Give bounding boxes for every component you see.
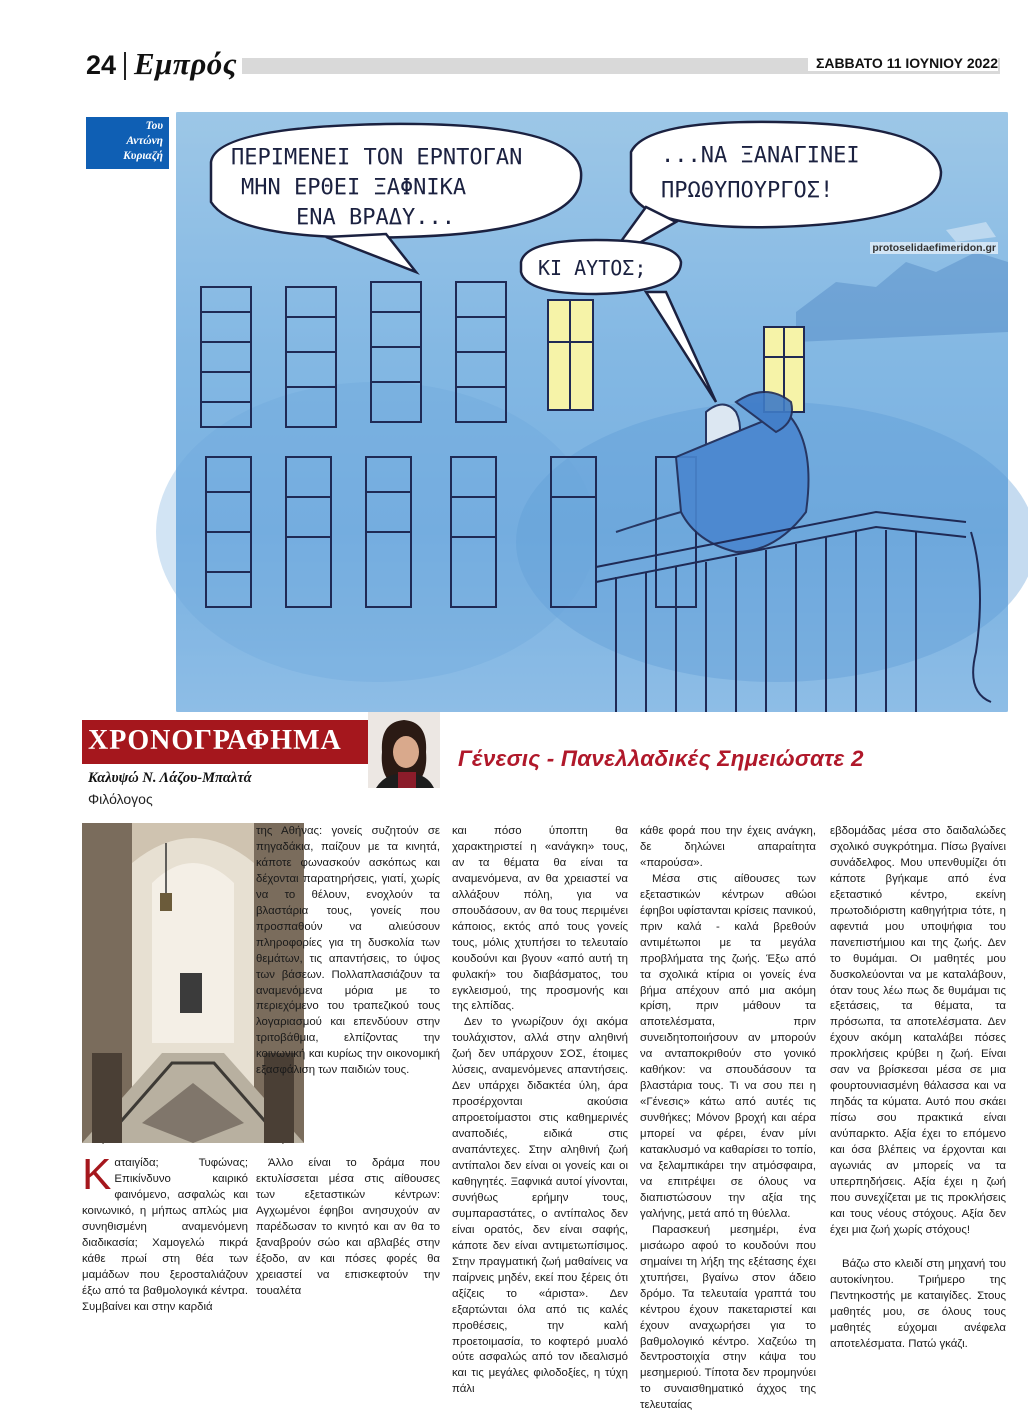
- article-column-2: [256, 824, 440, 1079]
- watermark: protoselidaefimeridon.gr: [872, 242, 996, 254]
- cartoon-bubble-line: ΚΙ ΑΥΤΟΣ;: [538, 256, 647, 280]
- article-paragraph: Δεν το γνωρίζουν όχι ακόμα τουλάχιστον, αλλά στην αληθινή ζωή δεν υπάρχουν ΣΟΣ, έτοιμες λύσεις, αναμενόμενες απαντήσεις. Δεν υπάρχει διδακτέα ύλη, άρα προσέρχονται ακούσια απροετοίμαστοι στις καθημερινές αναποδιές, ειδικά στις αναπάντεχες. Στην αληθινή ζωή αντίπαλοι δεν είναι οι γονείς και οι καθηγητές. Ξαφνικά αυτοί γίνονται, συνήθως ερήμην τους, συμπαραστάτες, ο αντίπαλος δεν είναι ορατός, δεν είναι σαφής, κάποτε δεν είναι αντιμετωπίσιμος. Στην πραγματική ζωή μαθαίνεις να παίρνεις μηδέν, εκεί που ξέρεις ότι αξίζεις το «άριστα». Δεν εξαρτώνται όλα από τις καλές προθέσεις, την καλή προετοιμασία, το κοφτερό μυαλό ούτε ασφαλώς από τον ιδεαλισμό και τις μεγάλες φιλοδοξίες, η τύχη πάλι: [452, 1016, 628, 1396]
- article-paragraph: Βάζω στο κλειδί στη μηχανή του αυτοκίνητου. Τριήμερο της Πεντηκοστής με καταιγίδες. Στους μαθητές μου, σε όλους τους μαθητές εύχομαι ανέφελα αποτελέσματα. Πατώ γκάζι.: [830, 1257, 1006, 1350]
- article-title: Γένεσις - Πανελλαδικές Σημειώσατε 2: [458, 746, 864, 771]
- cartoon-bubble-line: ΜΗΝ ΕΡΘΕΙ ΞΑΦΝΙΚΑ: [241, 175, 467, 200]
- cartoon-bubble-line: ...ΝΑ ΞΑΝΑΓΙΝΕΙ: [661, 143, 860, 168]
- header-divider: [124, 52, 126, 80]
- article-paragraph: και πόσο ύποπτη θα χαρακτηριστεί η «ανάγκη» τους, αν τα θέματα θα είναι τα αναμενόμενα, αν θα χρειαστεί να αλλάξουν πόλη, για να σπουδάσουν, αν θα τους περιμένει κάποιος, εκτός από τους γονείς τους, μόλις χτυπήσει το τελευταίο κουδούνι και βγουν «από αυτή τη φυλακή» του διαβάσματος, του εγκλεισμού, της προσμονής και της ελπίδας.: [452, 825, 628, 1013]
- editorial-cartoon: [176, 112, 1008, 712]
- credit-line: Κυριαζή: [123, 150, 163, 162]
- cartoon-bubble-line: ΠΡΩΘΥΠΟΥΡΓΟΣ!: [661, 178, 834, 203]
- cartoon-drawing: [176, 112, 1008, 712]
- article-paragraph: Άλλο είναι το δράμα που εκτυλίσσεται μέσα στις αίθουσες των εξεταστικών κέντρων: Αγχωμένοι έφηβοι ανησυχούν αν παρέδωσαν το κινητό και αν θα το ξαναβρούν σώο και αβλαβές στην έξοδο, αν και πόσες φορές θα χρειαστεί να επισκεφτούν την τουαλέτα: [256, 1157, 440, 1297]
- column-banner-title: ΧΡΟΝΟΓΡΑΦΗΜΑ: [88, 725, 342, 756]
- article-column-5: [830, 824, 1006, 1353]
- author-role: Φιλόλογος: [88, 791, 153, 807]
- author-portrait: [368, 712, 440, 788]
- drop-cap: Κ: [82, 1150, 112, 1199]
- cartoon-bubble-line: ΠΕΡΙΜΕΝΕΙ ΤΟΝ ΕΡΝΤΟΓΑΝ: [231, 145, 523, 170]
- article-column-3: [452, 824, 628, 1398]
- article-column-4: [640, 824, 816, 1414]
- newspaper-logo: Εμπρός: [134, 46, 238, 81]
- article-paragraph: Μέσα στις αίθουσες των εξεταστικών κέντρων αθώοι έφηβοι υφίστανται κρίσεις πανικού, πριν καλά - καλά βρεθούν αντιμέτωποι με τα μεγάλα προβλήματα της ζωής. Έξω από τα σχολικά κτίρια οι γονείς ένα βήμα απέχουν από μια ακόμη κρίση, πριν μάθουν τα αποτελέσματα, πριν συνειδητοποιήσουν αν μπορούν να ανταποκριθούν στο γονικό καθήκον: να σπουδάσουν τα βλαστάρια τους. Τι να σου πει η «Γένεσις» κάτω από αυτές τις συνθήκες; Μόνον βροχή και αέρα μπορεί να φέρει, έναν μίνι κατακλυσμό να καθαρίσει το τοπίο, να ξελαμπικάρει την ατμόσφαιρα, να επιτρέψει σε όλους να διαπιστώσουν την αξία της γαλήνης, μετά από τη θύελλα.: [640, 872, 816, 1220]
- article-paragraph: Παρασκευή μεσημέρι, ένα μισάωρο αφού το κουδούνι που σημαίνει τη λήξη της εξέτασης έχει χτυπήσει, βγαίνω στον άδειο δρόμο. Τα τελευταία γραπτά του κέντρου έχουν πακεταριστεί και έχουν αναχωρήσει για το βαθμολογικό κέντρο. Χαζεύω τη δεντροστοιχία στην κάψα του μεσημεριού. Τίποτα δεν προμηνύει το συναισθηματικό άχχος της τελευταίας: [640, 1223, 816, 1412]
- article-text: αταιγίδα; Τυφώνας; Επικίνδυνο καιρικό φαινόμενο, ασφαλώς και κοινωνικό, η μήπως απλώς μια συνηθισμένη αναμενόμενη διαδικασία; Χαμογελώ πικρά κάθε πρωί στη θέα των μαμάδων που ξεροσταλιάζουν έξω από τα βαθμολογικά κέντρα. Συμβαίνει και στην καρδιά: [82, 1157, 248, 1313]
- page-number: 24: [86, 50, 117, 80]
- author-name: Καλυψώ Ν. Λάζου-Μπαλτά: [88, 770, 252, 786]
- cartoon-bubble-line: ΕΝΑ ΒΡΑΔΥ...: [296, 205, 455, 230]
- article-column-2-bottom: [256, 1156, 440, 1300]
- credit-line: Αντώνη: [126, 135, 163, 147]
- issue-date: ΣΑΒΒΑΤΟ 11 ΙΟΥΝΙΟΥ 2022: [808, 55, 998, 71]
- article-paragraph: εβδομάδας μέσα στο δαιδαλώδες σχολικό συγκρότημα. Πίσω βγαίνει συνάδελφος. Μου υπενθυμίζει ότι κάποτε βγήκαμε από ένα εξεταστικό κέντρο, εκείνη πρωτοδιόριστη καθηγήτρια τότε, η αφεντιά μου υποψήφια του πανεπιστήμιου και της ζωής. Δεν το θυμάμαι. Οι μαθητές μου δυσκολεύονται να με καταλάβουν, όταν τους λέω πως δε θυμάμαι τις εξετάσεις, τα θέματα, τα πρόσωπα, τα αποτελέσματα. Δεν έχουν ακόμη καταλάβει πόσες προκλήσεις κρύβει η ζωή. Είναι σαν να βρίσκεσαι μέσα σε μια φουρτουνιασμένη θάλασσα και να πηδάς τα κύματα. Αυτό που σκάει πίσω σου πρακτικά είναι ανύπαρκτο. Αξία έχει το επόμενο και όσα βλέπεις να έρχονται και αγωνιάς αν μπορείς να τα υπερπηδήσεις. Αξία έχει η ζωή που συνεχίζεται με τις προκλήσεις και τους νέους στόχους. Αξία δεν έχει μια ζωή χωρίς στόχους!: [830, 825, 1006, 1236]
- article-paragraph: [82, 1150, 248, 1316]
- credit-line: Του: [145, 120, 163, 132]
- article-paragraph: κάθε φορά που την έχεις ανάγκη, δε δηλώνει απαραίτητα «παρούσα».: [640, 825, 816, 869]
- cartoonist-credit: [86, 117, 169, 169]
- article-column-1: [82, 1150, 248, 1316]
- article-paragraph: της Αθήνας: γονείς συζητούν σε πηγαδάκια, παίζουν με τα κινητά, κάποτε φωνασκούν ασκόπως και δέχονται παρατηρήσεις, γιατί, χωρίς να το θέλουν, ενοχλούν τα βλαστάρια τους, γονείς που προσπαθούν να αλιεύσουν πληροφορίες για τη δυσκολία των θεμάτων, τις απαντήσεις, το ύψος των βάσεων. Πολλαπλασιάζουν τα αναμενόμενα μόρια με το περιεχόμενο του τραπεζικού τους λογαριασμού και επενδύουν στην τριτοβάθμια, ελπίζοντας την κοινωνική και κυρίως την οικονομική εξασφάλιση των παιδιών τους.: [256, 825, 440, 1077]
